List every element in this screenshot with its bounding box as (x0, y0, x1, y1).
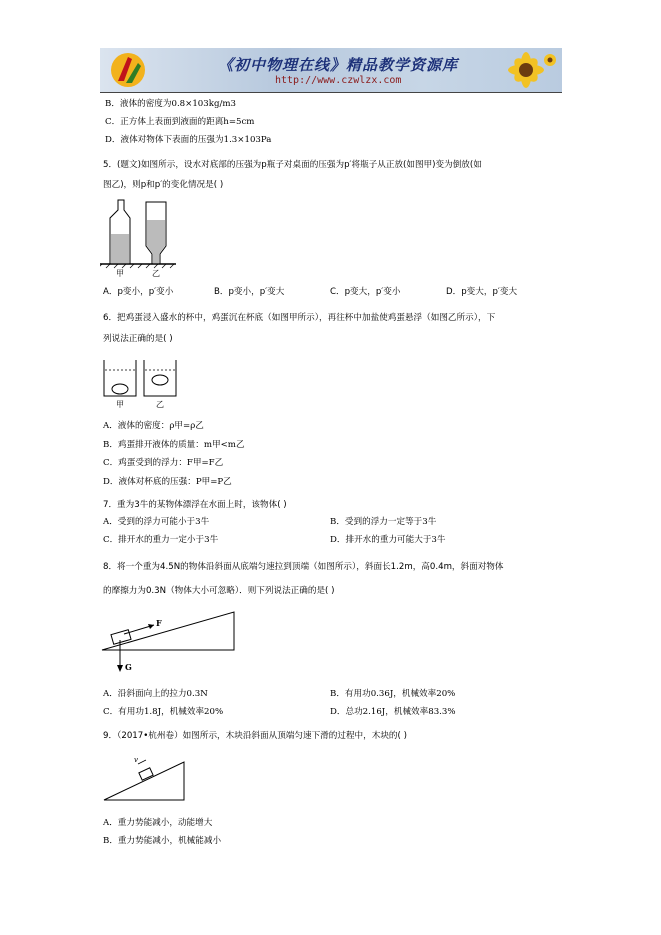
q8-option-a: A．沿斜面向上的拉力0.3N (103, 689, 208, 699)
header-rule (100, 92, 562, 93)
q5-option-b: B．p变小，p′变大 (214, 287, 285, 297)
q8-label-g: G (125, 662, 132, 672)
sunflower-icon (488, 50, 558, 90)
q5-stem-line1: 5．(题文)如图所示，设水对底部的压强为p瓶子对桌面的压强为p′将瓶子从正放(如图甲)变为倒放(如 (103, 160, 482, 170)
q8-option-b: B．有用功0.36J，机械效率20% (330, 689, 456, 699)
q6-option-b: B．鸡蛋排开液体的质量：m甲<m乙 (103, 440, 245, 450)
q9-incline-figure (100, 752, 190, 808)
q5-option-c: C．p变大，p′变小 (330, 287, 401, 297)
q4-option-d: D．液体对物体下表面的压强为1.3×103Pa (105, 135, 272, 145)
q6-option-d: D．液体对杯底的压强：P甲=P乙 (103, 477, 232, 487)
q8-label-f: F (156, 618, 162, 628)
q5-option-a: A．p变小，p′变小 (103, 287, 174, 297)
q5-bottle-figure (100, 198, 180, 278)
q8-option-d: D．总功2.16J，机械效率83.3% (330, 707, 456, 717)
q6-cup-figure (102, 356, 182, 412)
q8-stem-line1: 8．将一个重为4.5N的物体沿斜面从底端匀速拉到顶端（如图所示），斜面长1.2m，高0.4m，斜面对物体 (103, 562, 504, 572)
q8-option-c: C．有用功1.8J，机械效率20% (103, 707, 224, 717)
q7-option-c: C．排开水的重力一定小于3牛 (103, 535, 219, 545)
q9-stem: 9．（2017•杭州卷）如图所示，木块沿斜面从顶端匀速下滑的过程中，木块的( ) (103, 731, 407, 741)
banner-url: http://www.czwlzx.com (275, 75, 402, 86)
q7-option-a: A．受到的浮力可能小于3牛 (103, 517, 210, 527)
q5-label-jia: 甲 (116, 269, 124, 278)
q7-option-d: D．排开水的重力可能大于3牛 (330, 535, 446, 545)
q9-option-b: B．重力势能减小，机械能减小 (103, 836, 222, 846)
q6-label-jia: 甲 (116, 400, 124, 409)
q5-option-d: D．p变大，p′变大 (446, 287, 518, 297)
q5-stem-line2: 图乙)，则p和p′的变化情况是( ) (103, 180, 224, 190)
q6-option-c: C．鸡蛋受到的浮力：F甲=F乙 (103, 458, 224, 468)
q5-label-yi: 乙 (152, 269, 160, 278)
q6-option-a: A．液体的密度：ρ甲=ρ乙 (103, 421, 204, 431)
q9-option-a: A．重力势能减小，动能增大 (103, 818, 213, 828)
q6-label-yi: 乙 (156, 400, 164, 409)
logo-icon (108, 51, 148, 89)
q7-stem: 7．重为3牛的某物体漂浮在水面上时，该物体( ) (103, 500, 287, 510)
q4-option-b: B．液体的密度为0.8×103kg/m3 (105, 99, 236, 109)
q7-option-b: B．受到的浮力一定等于3牛 (330, 517, 437, 527)
q8-incline-figure (100, 608, 240, 680)
q6-stem-line2: 列说法正确的是( ) (103, 334, 173, 344)
banner-title: 《初中物理在线》精品教学资源库 (218, 56, 459, 74)
header-banner (100, 48, 562, 92)
q6-stem-line1: 6．把鸡蛋浸入盛水的杯中，鸡蛋沉在杯底（如图甲所示），再往杯中加盐使鸡蛋悬浮（如图乙所示），下 (103, 313, 496, 323)
q4-option-c: C．正方体上表面到液面的距离h=5cm (105, 117, 255, 127)
q9-label-v: v (134, 756, 138, 764)
q8-stem-line2: 的摩擦力为0.3N（物体大小可忽略）．则下列说法正确的是( ) (103, 586, 335, 596)
